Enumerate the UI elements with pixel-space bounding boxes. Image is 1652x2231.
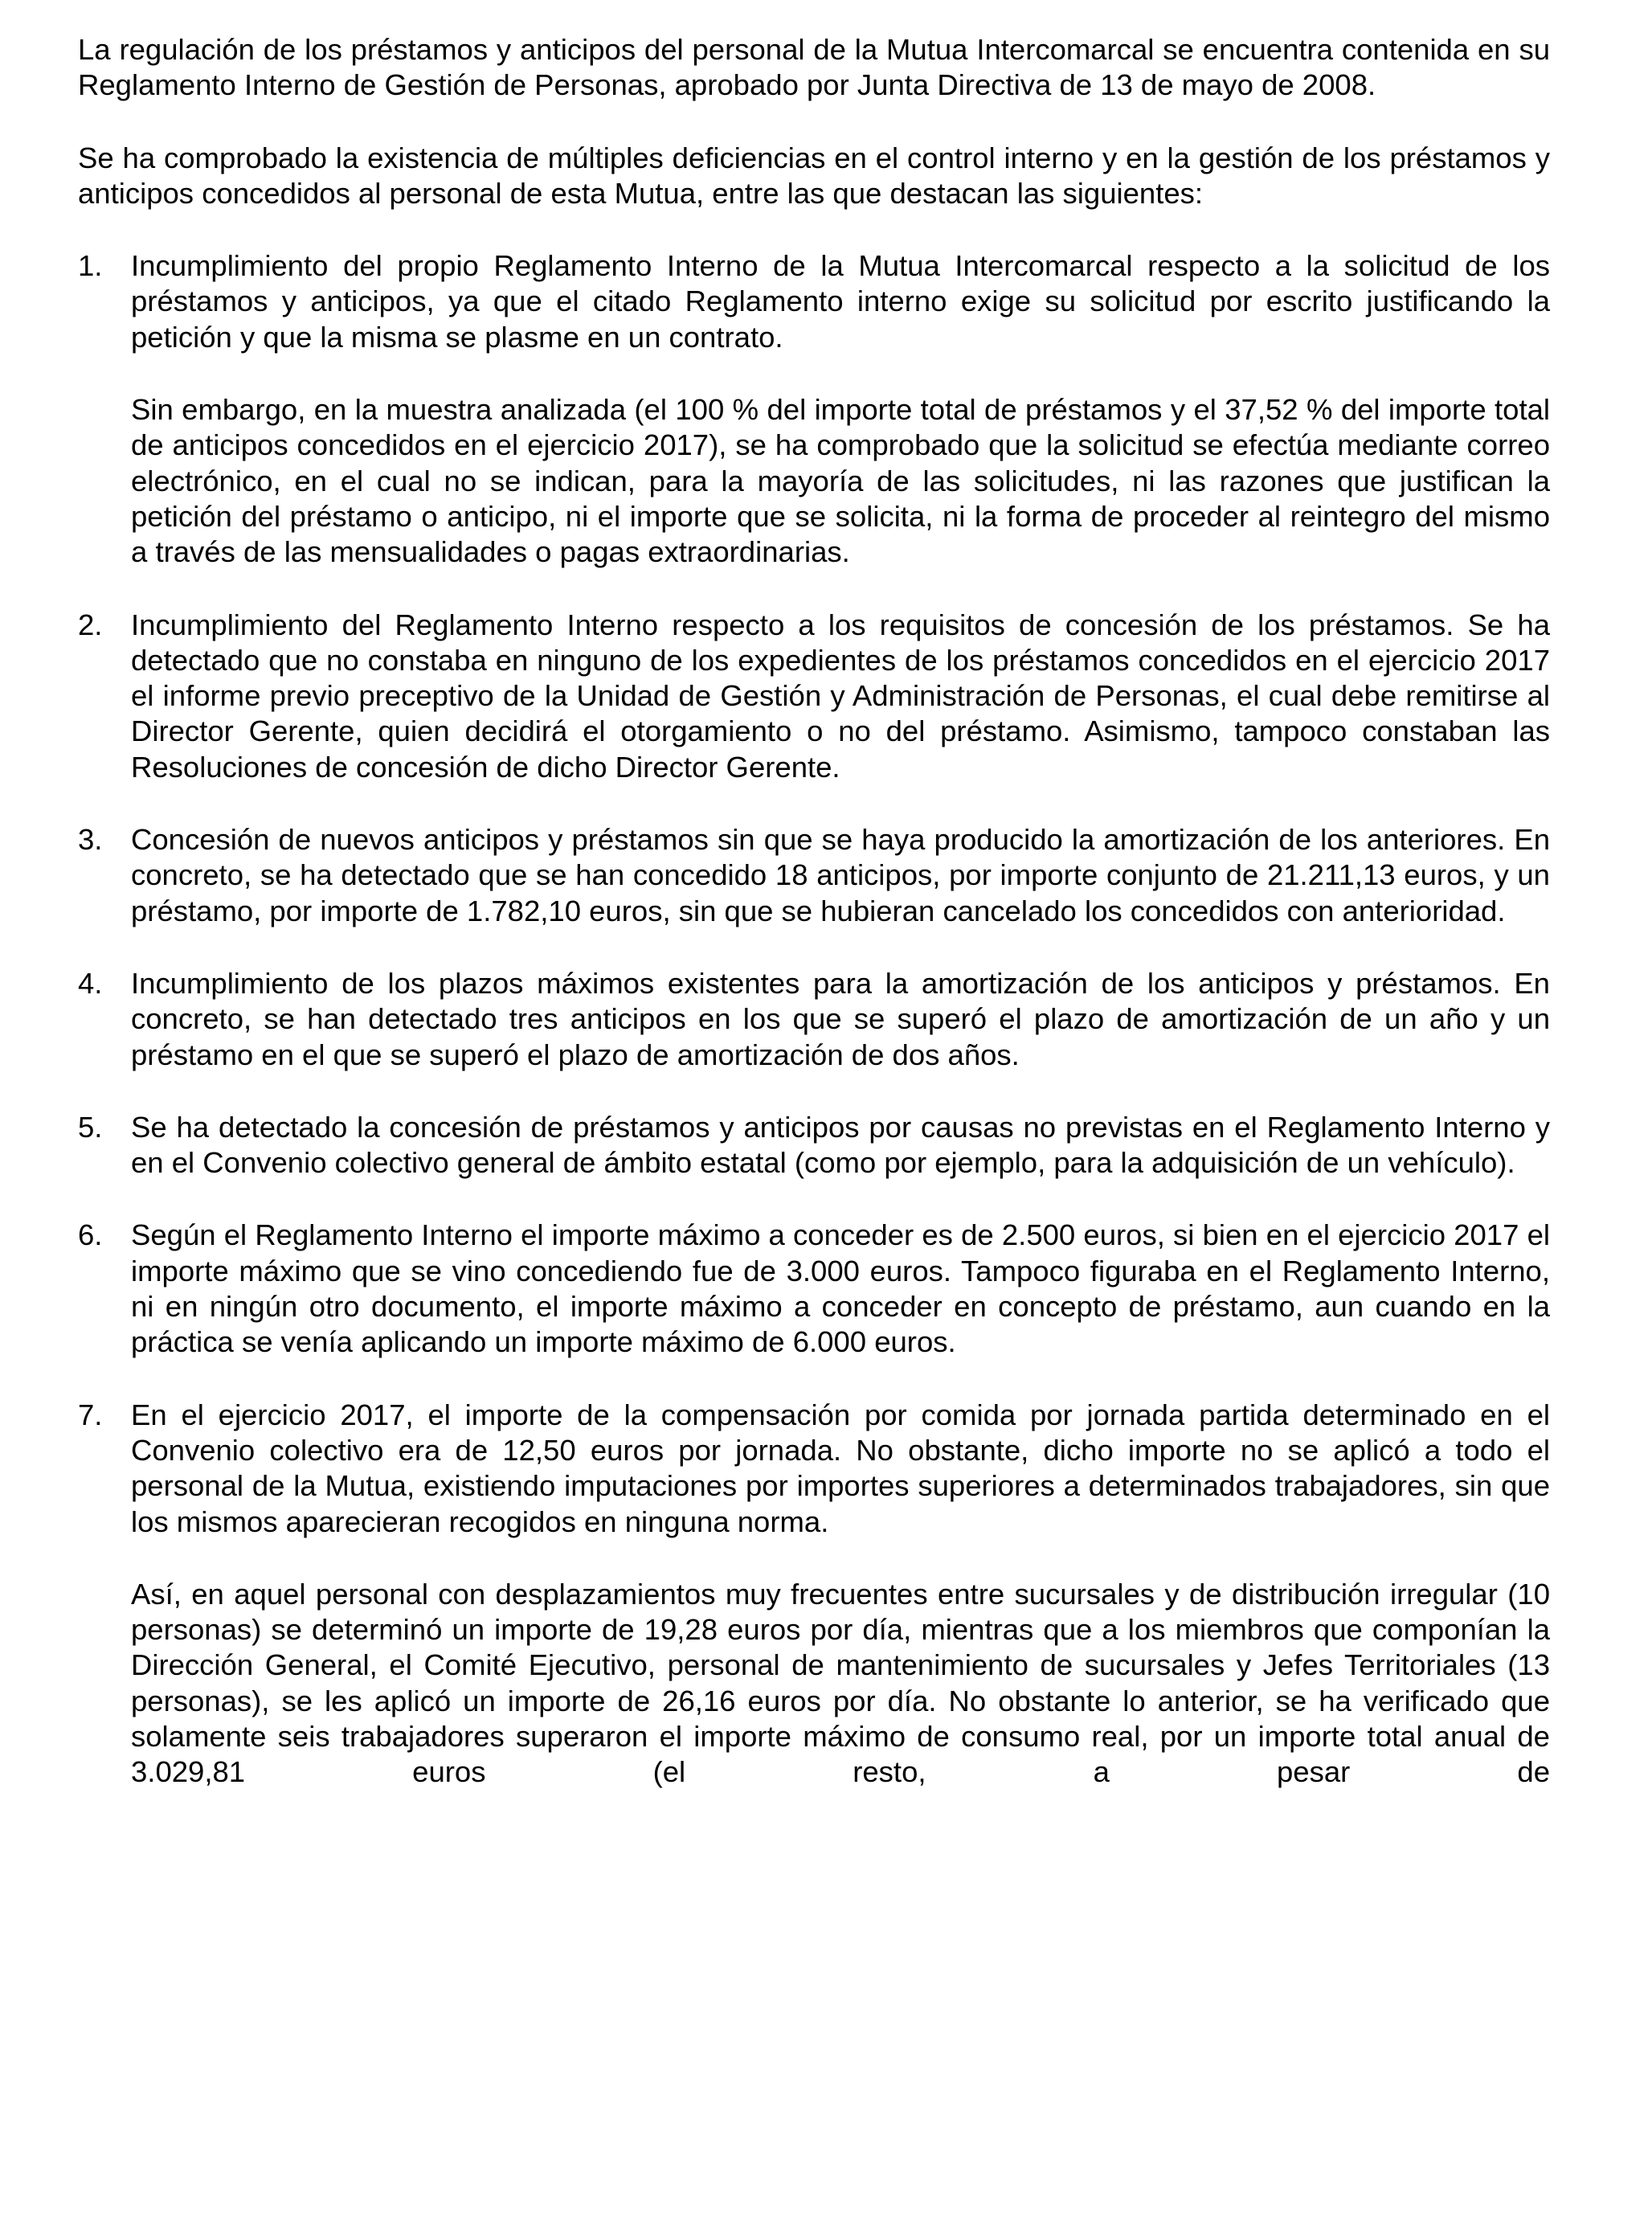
list-item-paragraph: Se ha detectado la concesión de préstamos y anticipos por causas no previstas en el Reglamento Interno y en el Convenio colectivo general de ámbito estatal (como por ejemplo, para la adquisición de un vehículo). <box>131 1110 1550 1180</box>
list-item <box>78 822 1550 929</box>
deficiencies-list <box>78 248 1550 1790</box>
list-item-paragraph: Incumplimiento del Reglamento Interno respecto a los requisitos de concesión de los préstamos. Se ha detectado que no constaba en ninguno de los expedientes de los préstamos concedidos en el ejercicio 2017 el informe previo preceptivo de la Unidad de Gestión y Administración de Personas, el cual debe remitirse al Director Gerente, quien decidirá el otorgamiento o no del préstamo. Asimismo, tampoco constaban las Resoluciones de concesión de dicho Director Gerente. <box>131 608 1550 784</box>
list-item-paragraph: Concesión de nuevos anticipos y préstamos sin que se haya producido la amortización de los anteriores. En concreto, se ha detectado que se han concedido 18 anticipos, por importe conjunto de 21.211,13 euros, y un préstamo, por importe de 1.782,10 euros, sin que se hubieran cancelado los concedidos con anterioridad. <box>131 823 1550 927</box>
list-item-paragraph: Según el Reglamento Interno el importe máximo a conceder es de 2.500 euros, si bien en el ejercicio 2017 el importe máximo que se vino concediendo fue de 3.000 euros. Tampoco figuraba en el Reglamento Interno, ni en ningún otro documento, el importe máximo a conceder en concepto de préstamo, aun cuando en la práctica se venía aplicando un importe máximo de 6.000 euros. <box>131 1218 1550 1359</box>
list-item <box>78 1218 1550 1360</box>
list-item-number: 3. <box>78 823 103 857</box>
list-item-number: 4. <box>78 966 103 1000</box>
list-item <box>78 1398 1550 1791</box>
list-item <box>78 966 1550 1073</box>
intro-paragraph: La regulación de los préstamos y anticipos del personal de la Mutua Intercomarcal se encuentra contenida en su Reglamento Interno de Gestión de Personas, aprobado por Junta Directiva de 13 de mayo de 2008. <box>78 33 1550 102</box>
list-item-paragraph: Así, en aquel personal con desplazamientos muy frecuentes entre sucursales y de distribución irregular (10 personas) se determinó un importe de 19,28 euros por día, mientras que a los miembros que componían la Dirección General, el Comité Ejecutivo, personal de mantenimiento de sucursales y Jefes Territoriales (13 personas), se les aplicó un importe de 26,16 euros por día. No obstante lo anterior, se ha verificado que solamente seis trabajadores superaron el importe máximo de consumo real, por un importe total anual de 3.029,81 euros (el resto, a pesar de <box>131 1577 1550 1789</box>
list-item-paragraph: Incumplimiento de los plazos máximos existentes para la amortización de los anticipos y préstamos. En concreto, se han detectado tres anticipos en los que se superó el plazo de amortización de un año y un préstamo en el que se superó el plazo de amortización de dos años. <box>131 966 1550 1071</box>
list-item-number: 5. <box>78 1110 103 1144</box>
list-item-paragraph: Incumplimiento del propio Reglamento Interno de la Mutua Intercomarcal respecto a la solicitud de los préstamos y anticipos, ya que el citado Reglamento interno exige su solicitud por escrito justificando la petición y que la misma se plasme en un contrato. <box>131 249 1550 354</box>
list-item-paragraph: En el ejercicio 2017, el importe de la compensación por comida por jornada partida determinado en el Convenio colectivo era de 12,50 euros por jornada. No obstante, dicho importe no se aplicó a todo el personal de la Mutua, existiendo imputaciones por importes superiores a determinados trabajadores, sin que los mismos aparecieran recogidos en ninguna norma. <box>131 1398 1550 1538</box>
list-item-paragraph: Sin embargo, en la muestra analizada (el 100 % del importe total de préstamos y el 37,52 % del importe total de anticipos concedidos en el ejercicio 2017), se ha comprobado que la solicitud se efectúa mediante correo electrónico, en el cual no se indican, para la mayoría de las solicitudes, ni las razones que justifican la petición del préstamo o anticipo, ni el importe que se solicita, ni la forma de proceder al reintegro del mismo a través de las mensualidades o pagas extraordinarias. <box>131 393 1550 569</box>
list-item-number: 2. <box>78 608 103 641</box>
intro-paragraph: Se ha comprobado la existencia de múltiples deficiencias en el control interno y en la gestión de los préstamos y anticipos concedidos al personal de esta Mutua, entre las que destacan las siguientes: <box>78 141 1550 210</box>
document-page <box>78 32 1550 1828</box>
list-item <box>78 248 1550 570</box>
list-item <box>78 608 1550 785</box>
list-item <box>78 1110 1550 1181</box>
list-item-number: 7. <box>78 1398 103 1431</box>
list-item-number: 1. <box>78 249 103 283</box>
list-item-number: 6. <box>78 1218 103 1252</box>
